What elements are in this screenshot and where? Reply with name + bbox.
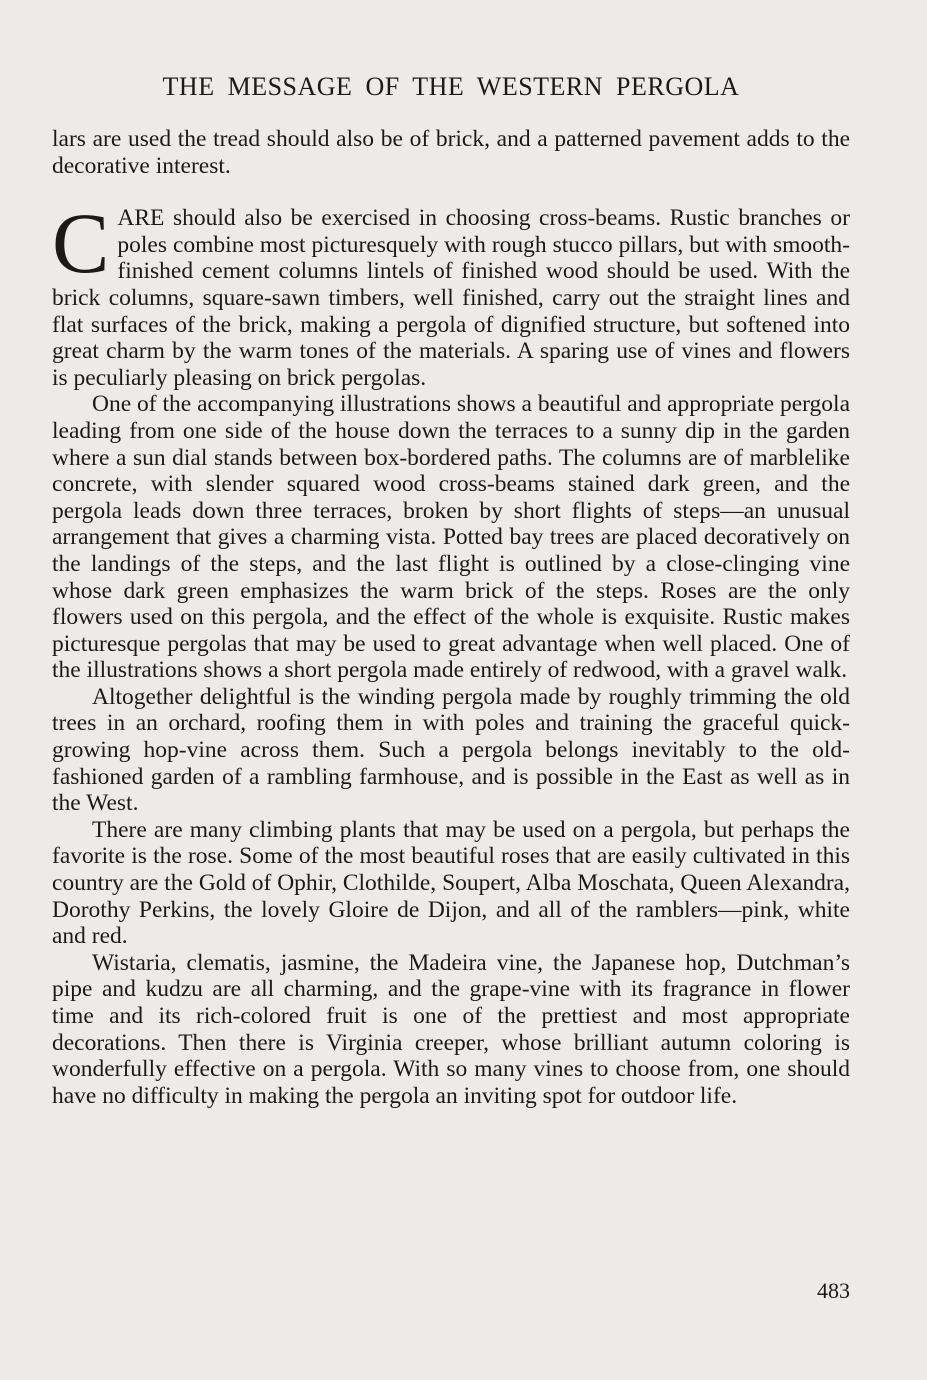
paragraph-orchard: Altogether delightful is the winding pergola made by roughly trimming the old trees in an orchard, roofing them in with poles and training the graceful quick-growing hop-vine across them. Such a pergola belongs inevitably to the old-fashioned garden of a rambling farmhouse, and is possible in the East as well as in the West. (52, 683, 850, 817)
paragraph-section-opening (52, 195, 850, 391)
drop-cap: C (52, 195, 110, 292)
running-head: THE MESSAGE OF THE WESTERN PERGOLA (162, 72, 740, 101)
paragraph-vines: Wistaria, clematis, jasmine, the Madeira vine, the Japanese hop, Dutchman’s pipe and kudzu are all charming, and the grape-vine with its fragrance in flower time and its rich-colored fruit is one of the prettiest and most appropriate decorations. Then there is Virginia creeper, whose brilliant autumn coloring is wonderfully effective on a pergola. With so many vines to choose from, one should have no difficulty in making the pergola an inviting spot for outdoor life. (52, 949, 850, 1109)
article-body (52, 126, 850, 1109)
paragraph-roses: There are many climbing plants that may be used on a pergola, but perhaps the favorite is the rose. Some of the most beautiful roses that are easily cultivated in this country are the Gold of Ophir, Clothilde, Soupert, Alba Moschata, Queen Alexandra, Dorothy Perkins, the lovely Gloire de Dijon, and all of the ramblers—pink, white and red. (52, 816, 850, 950)
lead-word: ARE (117, 205, 165, 232)
section-opening-text: should also be exercised in choosing cross-beams. Rustic branches or poles combine most picturesquely with rough stucco pillars, but with smooth-finished cement columns lintels of finished wood should be used. With the brick columns, square-sawn timbers, well finished, carry out the straight lines and flat surfaces of the brick, making a pergola of dignified structure, but softened into great charm by the warm tones of the materials. A sparing use of vines and flowers is peculiarly pleasing on brick pergolas. (52, 205, 850, 391)
paragraph-continuation: lars are used the tread should also be of brick, and a patterned pavement adds to the decorative interest. (52, 126, 850, 179)
page-number: 483 (817, 1278, 850, 1303)
paragraph-illustrations: One of the accompanying illustrations shows a beautiful and appropriate pergola leading from one side of the house down the terraces to a sunny dip in the garden where a sun dial stands between box-bordered paths. The columns are of marblelike concrete, with slender squared wood cross-beams stained dark green, and the pergola leads down three terraces, broken by short flights of steps—an unusual arrangement that gives a charming vista. Potted bay trees are placed decoratively on the landings of the steps, and the last flight is outlined by a close-clinging vine whose dark green emphasizes the warm brick of the steps. Roses are the only flowers used on this pergola, and the effect of the whole is exquisite. Rustic makes picturesque pergolas that may be used to great advantage when well placed. One of the illustrations shows a short pergola made entirely of redwood, with a gravel walk. (52, 391, 850, 684)
